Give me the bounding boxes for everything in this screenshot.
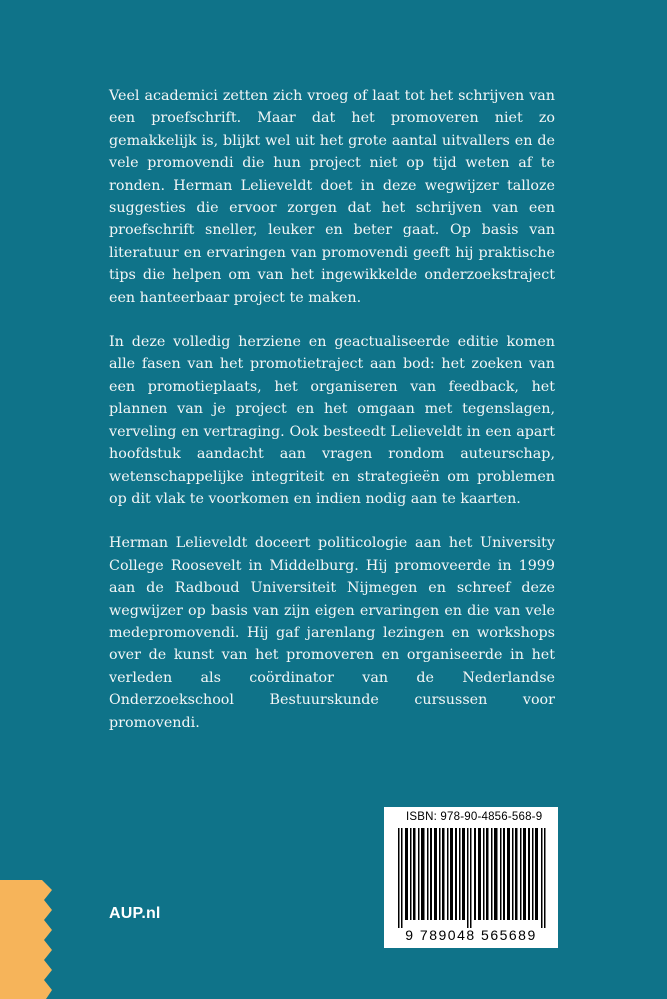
blurb-paragraph-summary: Veel academici zetten zich vroeg of laat tot het schrijven van een proefschrift. Maar dat het promoveren niet zo gemakkelijk is, blijkt wel uit het grote aantal uitvallers en de vele promovendi die hun project niet op tijd weten af te ronden. Herman Lelieveldt doet in deze wegwijzer talloze suggesties die ervoor zorgen dat het schrijven van een proefschrift sneller, leuker en beter gaat. Op basis van literatuur en ervaringen van promovendi geeft hij praktische tips die helpen om van het ingewikkelde onderzoekstraject een hanteerbaar project te maken. (109, 88, 555, 306)
blurb-paragraph-author-bio: Herman Lelieveldt doceert politicologie aan het University College Roosevelt in Middelburg. Hij promoveerde in 1999 aan de Radboud Universiteit Nijmegen en schreef deze wegwijzer op basis van zijn eigen ervaringen en die van vele medepromovendi. Hij gaf jarenlang lezingen en workshops over de kunst van het promoveren en organiseerde in het verleden als coördinator van de Nederlandse Onderzoekschool Bestuurskunde cursussen voor promovendi. (109, 535, 555, 731)
blurb-paragraph-edition: In deze volledig herziene en geactualiseerde editie komen alle fasen van het promotietraject aan bod: het zoeken van een promotieplaats, het organiseren van feedback, het plannen van je project en het omgaan met tegenslagen, verveling en vertraging. Ook besteedt Lelieveldt in een apart hoofdstuk aandacht aan vragen rondom auteurschap, wetenschappelijke integriteit en strategieën om problemen op dit vlak te voorkomen en indien nodig aan te kaarten. (109, 334, 555, 507)
barcode-bars (396, 828, 548, 928)
back-cover-blurb (109, 85, 555, 756)
isbn-barcode (384, 807, 558, 948)
orange-accent-tab (0, 880, 52, 999)
isbn-label: ISBN: 978-90-4856-568-9 (406, 811, 543, 823)
ean-digits: 9 789048 565689 (405, 927, 537, 943)
publisher-website: AUP.nl (109, 905, 161, 922)
